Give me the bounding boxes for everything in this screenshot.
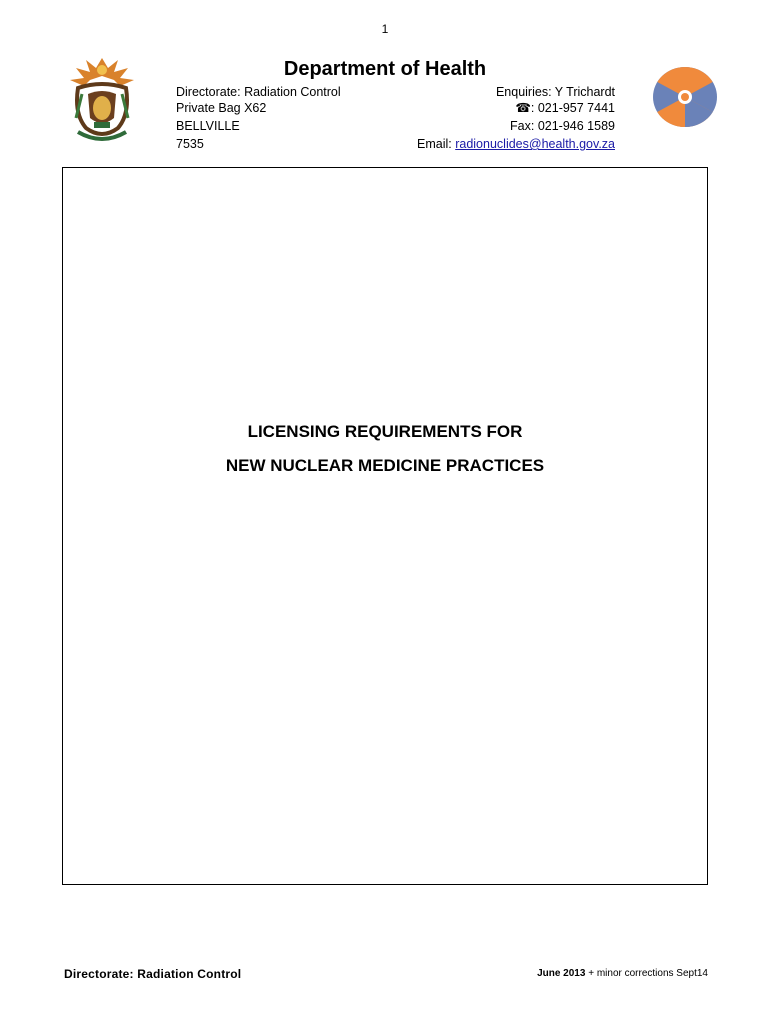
footer-directorate: Directorate: Radiation Control: [64, 967, 242, 981]
email-line: [417, 136, 615, 152]
enquiries-text: Enquiries: Y Trichardt: [495, 85, 615, 99]
page-number: 1: [381, 22, 389, 36]
email-link[interactable]: radionuclides@health.gov.za: [455, 137, 615, 151]
footer-date: June 2013: [537, 968, 586, 979]
document-heading-line2: NEW NUCLEAR MEDICINE PRACTICES: [225, 456, 545, 475]
fax-line: Fax: 021-946 1589: [510, 119, 615, 133]
page-title: Department of Health: [283, 58, 487, 80]
footer-note: + minor corrections Sept14: [585, 968, 708, 979]
address-city: BELLVILLE: [176, 119, 240, 133]
address-block: [176, 84, 341, 152]
telephone-icon: ☎: [515, 101, 531, 115]
footer-revision: [537, 968, 708, 979]
cover-frame: [62, 167, 708, 885]
address-directorate: Directorate: Radiation Control: [176, 85, 341, 99]
phone-line: [417, 100, 615, 116]
address-bag: Private Bag X62: [176, 101, 267, 115]
phone-number: : 021-957 7441: [530, 101, 615, 115]
email-label: Email:: [417, 137, 456, 151]
address-postcode: 7535: [176, 137, 204, 151]
document-heading-line1: LICENSING REQUIREMENTS FOR: [247, 422, 523, 441]
contact-block: [417, 84, 615, 152]
